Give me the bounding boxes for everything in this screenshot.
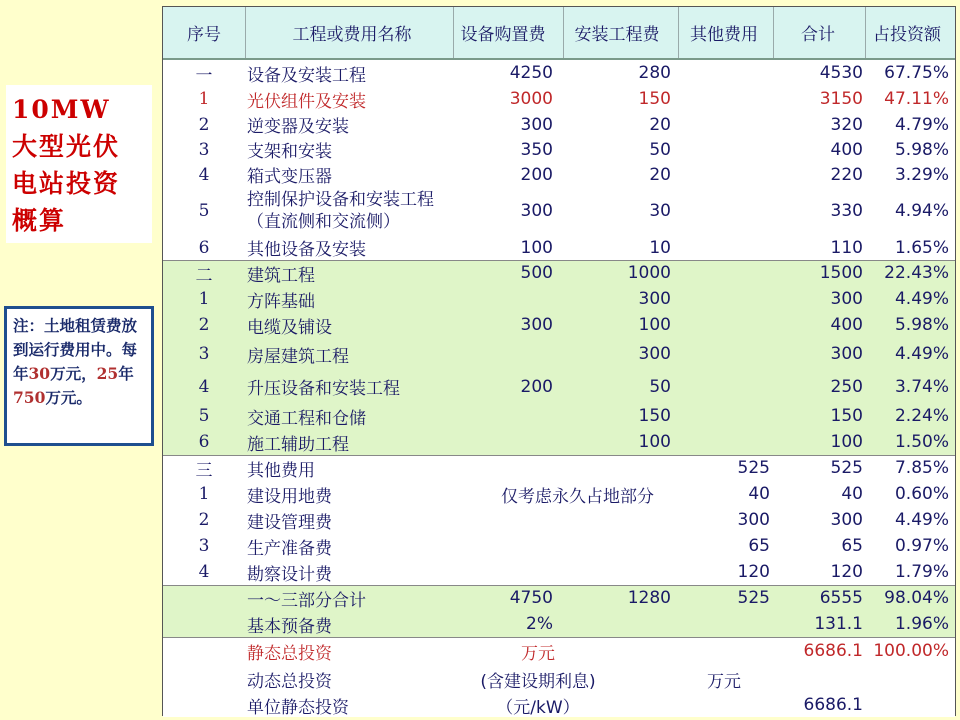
header-installation: 安装工程费	[574, 25, 660, 45]
investment-percent: 4.49%	[894, 510, 949, 530]
equipment-cost	[453, 507, 553, 533]
row-divider	[163, 637, 955, 638]
note-text: 万元。	[45, 388, 92, 407]
investment-percent: 1.79%	[894, 562, 949, 582]
row-name: 光伏组件及安装	[247, 91, 366, 112]
total-cost: 100	[830, 432, 863, 452]
row-name: 升压设备和安装工程	[247, 379, 400, 399]
row-index: 4	[198, 376, 210, 397]
other-cost	[678, 187, 770, 235]
installation-cost	[563, 455, 671, 481]
table-row	[163, 187, 955, 235]
other-cost	[678, 286, 770, 312]
other-cost	[678, 611, 770, 637]
equipment-cost: 200	[520, 376, 553, 397]
other-cost	[678, 86, 770, 112]
row-name: 一～三部分合计	[247, 590, 366, 611]
total-cost: 300	[830, 510, 863, 530]
row-name: 电缆及铺设	[247, 317, 332, 338]
column-divider	[773, 7, 774, 58]
installation-cost: 100	[638, 315, 671, 335]
equipment-cost	[453, 533, 553, 559]
table-row	[163, 403, 955, 429]
note-number: 25	[96, 364, 119, 383]
other-cost	[678, 693, 770, 717]
row-index: 6	[198, 432, 210, 452]
installation-cost	[563, 507, 671, 533]
installation-cost: 20	[649, 114, 671, 135]
total-cost: 300	[830, 344, 863, 364]
equipment-cost: 3000	[509, 89, 553, 109]
total-cost: 4530	[819, 63, 863, 83]
equipment-cost: (含建设期利息)	[480, 671, 596, 692]
row-index: 2	[198, 114, 210, 135]
other-cost	[678, 429, 770, 455]
column-divider	[453, 7, 454, 58]
installation-cost: 20	[649, 164, 671, 185]
note-text: 年	[118, 364, 134, 383]
row-index: 6	[198, 237, 210, 258]
row-index: 5	[198, 201, 210, 221]
installation-cost	[563, 559, 671, 585]
table-row	[163, 162, 955, 187]
investment-percent: 0.60%	[894, 484, 949, 504]
equipment-cost: 4750	[509, 588, 553, 608]
installation-cost: 150	[638, 406, 671, 426]
table-row	[163, 86, 955, 112]
investment-percent: 4.79%	[894, 114, 949, 135]
row-name: 方阵基础	[247, 291, 315, 312]
total-cost: 6686.1	[803, 695, 863, 715]
investment-percent: 4.49%	[894, 289, 949, 309]
other-cost	[678, 260, 770, 286]
equipment-cost: 300	[520, 315, 553, 335]
row-index: 1	[198, 89, 210, 109]
installation-cost: 30	[649, 201, 671, 221]
equipment-cost: 万元	[521, 643, 555, 664]
header-total: 合计	[801, 25, 835, 45]
note-text: 注：土地租赁费放到运行费用中。每年	[13, 316, 138, 383]
investment-percent: 67.75%	[884, 63, 949, 83]
row-index: 5	[198, 406, 210, 426]
total-cost: 400	[830, 315, 863, 335]
row-index: 1	[198, 289, 210, 309]
total-cost: 400	[830, 139, 863, 160]
installation-cost: 1000	[627, 263, 671, 283]
investment-percent: 47.11%	[884, 89, 949, 109]
table-row	[163, 429, 955, 455]
total-cost: 65	[841, 536, 863, 556]
total-cost: 300	[830, 289, 863, 309]
row-name: 其他设备及安装	[247, 240, 366, 260]
row-name: 交通工程和仓储	[247, 408, 366, 429]
total-cost: 110	[830, 237, 863, 258]
total-cost: 131.1	[814, 614, 863, 634]
row-name: 设备及安装工程	[247, 65, 366, 86]
installation-cost: 150	[638, 89, 671, 109]
investment-percent: 0.97%	[894, 536, 949, 556]
investment-table	[162, 6, 956, 716]
total-cost: 3150	[819, 89, 863, 109]
row-index: 3	[198, 344, 210, 364]
row-name: 房屋建筑工程	[247, 346, 349, 367]
table-row	[163, 137, 955, 162]
installation-cost: 10	[649, 237, 671, 258]
table-row	[163, 611, 955, 637]
total-cost: 6555	[819, 588, 863, 608]
investment-percent: 3.29%	[894, 164, 949, 185]
equipment-cost	[453, 455, 553, 481]
row-index: 2	[198, 510, 210, 530]
installation-cost	[563, 665, 671, 693]
column-divider	[245, 7, 246, 58]
investment-percent: 100.00%	[873, 641, 949, 661]
table-row	[163, 60, 955, 86]
equipment-cost: 300	[520, 201, 553, 221]
equipment-cost	[453, 403, 553, 429]
other-cost: 40	[748, 484, 770, 504]
equipment-cost	[453, 429, 553, 455]
total-cost: 150	[830, 406, 863, 426]
other-cost: 525	[737, 588, 770, 608]
total-cost: 220	[830, 164, 863, 185]
table-row	[163, 559, 955, 585]
column-divider	[563, 7, 564, 58]
row-index	[163, 611, 245, 637]
header-percent: 占投资额	[873, 25, 941, 45]
total-cost: 1500	[819, 263, 863, 283]
row-index: 3	[198, 139, 210, 160]
equipment-cost	[453, 338, 553, 370]
column-divider	[865, 7, 866, 58]
row-index: 3	[198, 536, 210, 556]
table-row	[163, 260, 955, 286]
equipment-cost: 4250	[509, 63, 553, 83]
row-name: 其他费用	[247, 460, 315, 481]
investment-percent: 1.96%	[894, 614, 949, 634]
note-number: 30	[28, 364, 51, 383]
row-name: 建筑工程	[247, 265, 315, 286]
equipment-cost: 500	[520, 263, 553, 283]
note-number: 750	[13, 388, 46, 407]
other-cost: 525	[737, 458, 770, 478]
row-note: 仅考虑永久占地部分	[501, 486, 654, 507]
table-row	[163, 286, 955, 312]
row-index: 4	[198, 562, 210, 582]
installation-cost	[563, 637, 671, 665]
total-cost	[773, 665, 863, 693]
other-cost	[678, 312, 770, 338]
investment-percent: 98.04%	[884, 588, 949, 608]
row-name: 生产准备费	[247, 538, 332, 559]
other-cost	[678, 370, 770, 403]
table-row	[163, 481, 955, 507]
row-name: 箱式变压器	[247, 167, 332, 187]
investment-percent: 4.94%	[894, 201, 949, 221]
table-row	[163, 370, 955, 403]
table-row	[163, 455, 955, 481]
equipment-cost	[453, 559, 553, 585]
installation-cost: 100	[638, 432, 671, 452]
installation-cost	[563, 693, 671, 717]
investment-percent: 5.98%	[894, 315, 949, 335]
installation-cost: 280	[638, 63, 671, 83]
header-name: 工程或费用名称	[292, 25, 412, 45]
row-index: 4	[198, 164, 210, 185]
table-row	[163, 112, 955, 137]
other-cost	[678, 338, 770, 370]
note-box	[4, 306, 154, 446]
row-index: 2	[198, 315, 210, 335]
table-row	[163, 637, 955, 665]
installation-cost: 1280	[627, 588, 671, 608]
investment-percent: 3.74%	[894, 376, 949, 397]
table-row	[163, 338, 955, 370]
row-divider	[163, 455, 955, 456]
row-divider	[163, 585, 955, 586]
installation-cost	[563, 611, 671, 637]
other-cost	[678, 637, 770, 665]
row-index: 一	[195, 65, 213, 86]
row-name: 勘察设计费	[247, 564, 332, 585]
investment-percent	[865, 665, 949, 693]
row-index: 三	[195, 460, 213, 481]
row-name: 逆变器及安装	[247, 117, 349, 137]
row-divider	[163, 260, 955, 261]
other-cost: 120	[737, 562, 770, 582]
row-name: 基本预备费	[247, 616, 332, 637]
other-cost	[678, 162, 770, 187]
equipment-cost: 350	[520, 139, 553, 160]
total-cost: 40	[841, 484, 863, 504]
row-name: 动态总投资	[247, 671, 332, 692]
total-cost: 330	[830, 201, 863, 221]
total-cost: 525	[830, 458, 863, 478]
equipment-cost: （元/kW）	[496, 697, 580, 718]
total-cost: 250	[830, 376, 863, 397]
row-name: 控制保护设备和安装工程（直流侧和交流侧）	[247, 190, 434, 232]
other-cost	[678, 112, 770, 137]
note-text: 万元，	[50, 364, 97, 383]
other-cost	[678, 403, 770, 429]
total-cost: 6686.1	[803, 641, 863, 661]
equipment-cost: 300	[520, 114, 553, 135]
header-other: 其他费用	[690, 25, 758, 45]
row-name: 单位静态投资	[247, 697, 349, 718]
other-cost: 300	[737, 510, 770, 530]
row-name: 施工辅助工程	[247, 434, 349, 455]
total-cost: 120	[830, 562, 863, 582]
equipment-cost: 2%	[526, 614, 553, 634]
row-name: 建设用地费	[247, 486, 332, 507]
equipment-cost: 100	[520, 237, 553, 258]
total-cost: 320	[830, 114, 863, 135]
equipment-cost: 200	[520, 164, 553, 185]
investment-percent: 1.65%	[894, 237, 949, 258]
other-cost	[678, 235, 770, 260]
header-index: 序号	[187, 25, 221, 45]
investment-percent: 7.85%	[894, 458, 949, 478]
row-index	[163, 665, 245, 693]
investment-percent: 4.49%	[894, 344, 949, 364]
table-header	[163, 7, 955, 60]
table-row	[163, 585, 955, 611]
table-row	[163, 665, 955, 693]
investment-percent: 22.43%	[884, 263, 949, 283]
table-row	[163, 533, 955, 559]
installation-cost: 300	[638, 289, 671, 309]
row-name: 支架和安装	[247, 142, 332, 162]
other-cost: 万元	[707, 671, 741, 692]
row-index	[163, 637, 245, 665]
other-cost	[678, 137, 770, 162]
investment-percent	[865, 693, 949, 717]
table-row	[163, 235, 955, 260]
installation-cost: 300	[638, 344, 671, 364]
equipment-cost	[453, 286, 553, 312]
investment-percent: 5.98%	[894, 139, 949, 160]
header-equipment: 设备购置费	[460, 25, 546, 45]
row-index: 1	[198, 484, 210, 504]
row-index: 二	[195, 265, 213, 286]
other-cost	[678, 60, 770, 86]
investment-percent: 2.24%	[894, 406, 949, 426]
installation-cost	[563, 533, 671, 559]
table-row	[163, 507, 955, 533]
other-cost: 65	[748, 536, 770, 556]
table-row	[163, 693, 955, 717]
row-index	[163, 693, 245, 717]
page-title: 10MW 大型光伏电站投资概算	[6, 85, 152, 243]
installation-cost: 50	[649, 139, 671, 160]
investment-percent: 1.50%	[894, 432, 949, 452]
row-name: 静态总投资	[247, 643, 332, 664]
column-divider	[678, 7, 679, 58]
table-row	[163, 312, 955, 338]
row-name: 建设管理费	[247, 512, 332, 533]
row-index	[163, 585, 245, 611]
installation-cost: 50	[649, 376, 671, 397]
